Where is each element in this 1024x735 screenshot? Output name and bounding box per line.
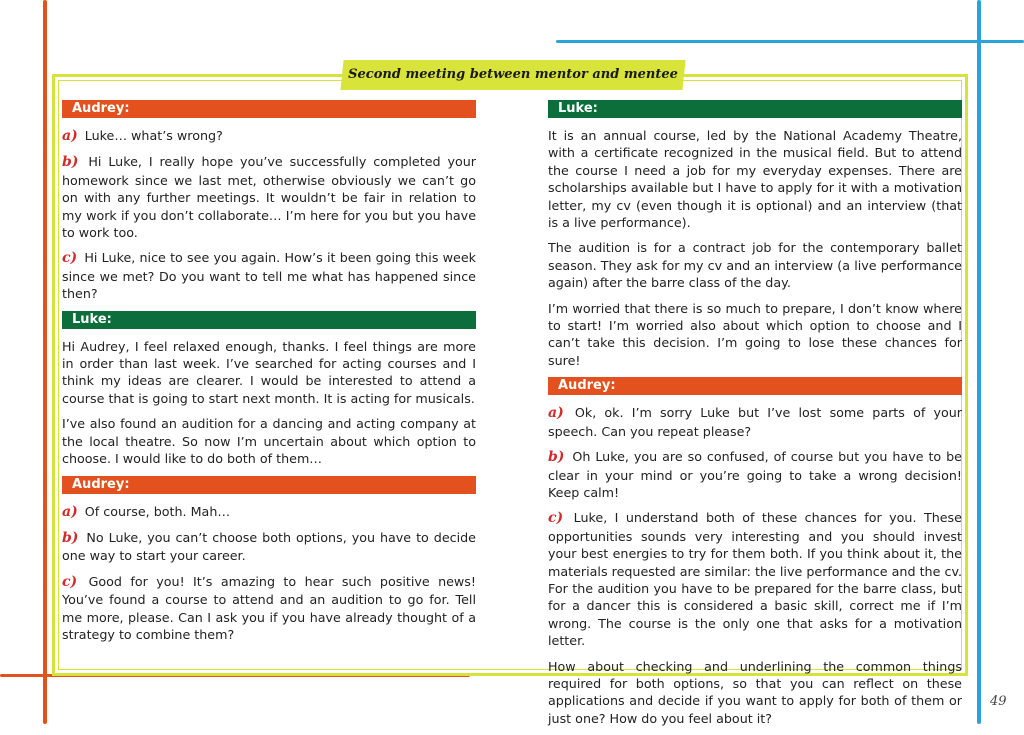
speaker-header-audrey: Audrey: [62, 100, 476, 118]
option-letter: b) [62, 529, 79, 546]
luke-paragraph: It is an annual course, led by the National Academy Theatre, with a certificate recognized in the musical field. But to attend the course I need a job for my everyday expenses. There are scholarships available but I have to apply for it with a motivation letter, my cv (even though it is optional) and an interview (that is a live performance). [548, 128, 962, 231]
option-text: Hi Luke, I really hope you’ve successfully completed your homework since we last met, otherwise obviously we can’t go on with any further meetings. It wouldn’t be fair in relation to my work if you don’t collaborate… I’m here for you but you have to work too. [62, 154, 476, 241]
luke-paragraph: The audition is for a contract job for the contemporary ballet season. They ask for my cv and an interview (a live performance again) after the barre class of the day. [548, 240, 962, 291]
option-text: Hi Luke, nice to see you again. How’s it been going this week since we met? Do you want to tell me what has happened since then? [62, 250, 476, 302]
option-a [62, 127, 476, 145]
option-c [62, 573, 476, 644]
option-b [62, 529, 476, 565]
option-text: Oh Luke, you are so confused, of course but you have to be clear in your mind or you’re going to take a wrong decision! Keep calm! [548, 449, 962, 500]
option-a [62, 503, 476, 521]
option-text: Luke, I understand both of these chances for you. These opportunities sounds very interesting and you should invest your best energies to try for them both. If you think about it, the materials requested are similar: the live performance and the cv. For the audition you have to be prepared for the barre class, but for a dancer this is considered a basic skill, correct me if I’m wrong. The course is the only one that asks for a motivation letter. [548, 510, 962, 649]
option-letter: a) [62, 128, 78, 144]
option-text: Luke… what’s wrong? [84, 128, 223, 143]
option-letter: c) [62, 573, 78, 590]
option-letter: b) [548, 449, 565, 466]
left-column [62, 100, 476, 651]
page-number: 49 [990, 694, 1007, 709]
option-letter: c) [62, 250, 78, 267]
option-b [62, 153, 476, 241]
option-letter: b) [62, 154, 79, 171]
blue-vertical-line [977, 0, 981, 724]
option-text: No Luke, you can’t choose both options, you have to decide one way to start your career. [62, 529, 476, 564]
blue-horizontal-line [556, 40, 1024, 43]
option-letter: a) [548, 405, 564, 422]
option-text: Ok, ok. I’m sorry Luke but I’ve lost some parts of your speech. Can you repeat please? [548, 405, 962, 439]
page-title: Second meeting between mentor and mentee [348, 67, 678, 82]
option-a [548, 404, 962, 440]
orange-vertical-line [43, 0, 47, 724]
option-text: Of course, both. Mah… [84, 503, 231, 519]
option-c [62, 249, 476, 302]
option-text: Good for you! It’s amazing to hear such positive news! You’ve found a course to attend and an audition to go for. Tell me more, please. Can I ask you if you have already thought of a strategy to combine them? [62, 573, 476, 642]
right-column [548, 100, 962, 735]
speaker-header-audrey: Audrey: [62, 476, 476, 494]
luke-paragraph: I’m worried that there is so much to prepare, I don’t know where to start! I’m worried also about which option to choose and I can’t take this decision. I’m going to lose these chances for sure! [548, 300, 962, 368]
option-c [548, 509, 962, 649]
option-letter: a) [62, 503, 78, 520]
luke-paragraph: I’ve also found an audition for a dancing and acting company at the local theatre. So now I’m uncertain about which option to choose. I would like to do both of them… [62, 416, 476, 467]
option-c-continued: How about checking and underlining the common things required for both options, so that you can reflect on these applications and decide if you want to apply for both of them or just one? How do you feel about it? [548, 658, 962, 726]
speaker-header-audrey: Audrey: [548, 377, 962, 395]
luke-paragraph: Hi Audrey, I feel relaxed enough, thanks. I feel things are more in order than last week. I’ve searched for acting courses and I think my ideas are clearer. I would be interested to attend a course that is going to start next month. It is acting for musicals. [62, 338, 476, 406]
speaker-header-luke: Luke: [548, 100, 962, 118]
option-b [548, 448, 962, 501]
option-letter: c) [548, 510, 564, 527]
speaker-header-luke: Luke: [62, 311, 476, 329]
